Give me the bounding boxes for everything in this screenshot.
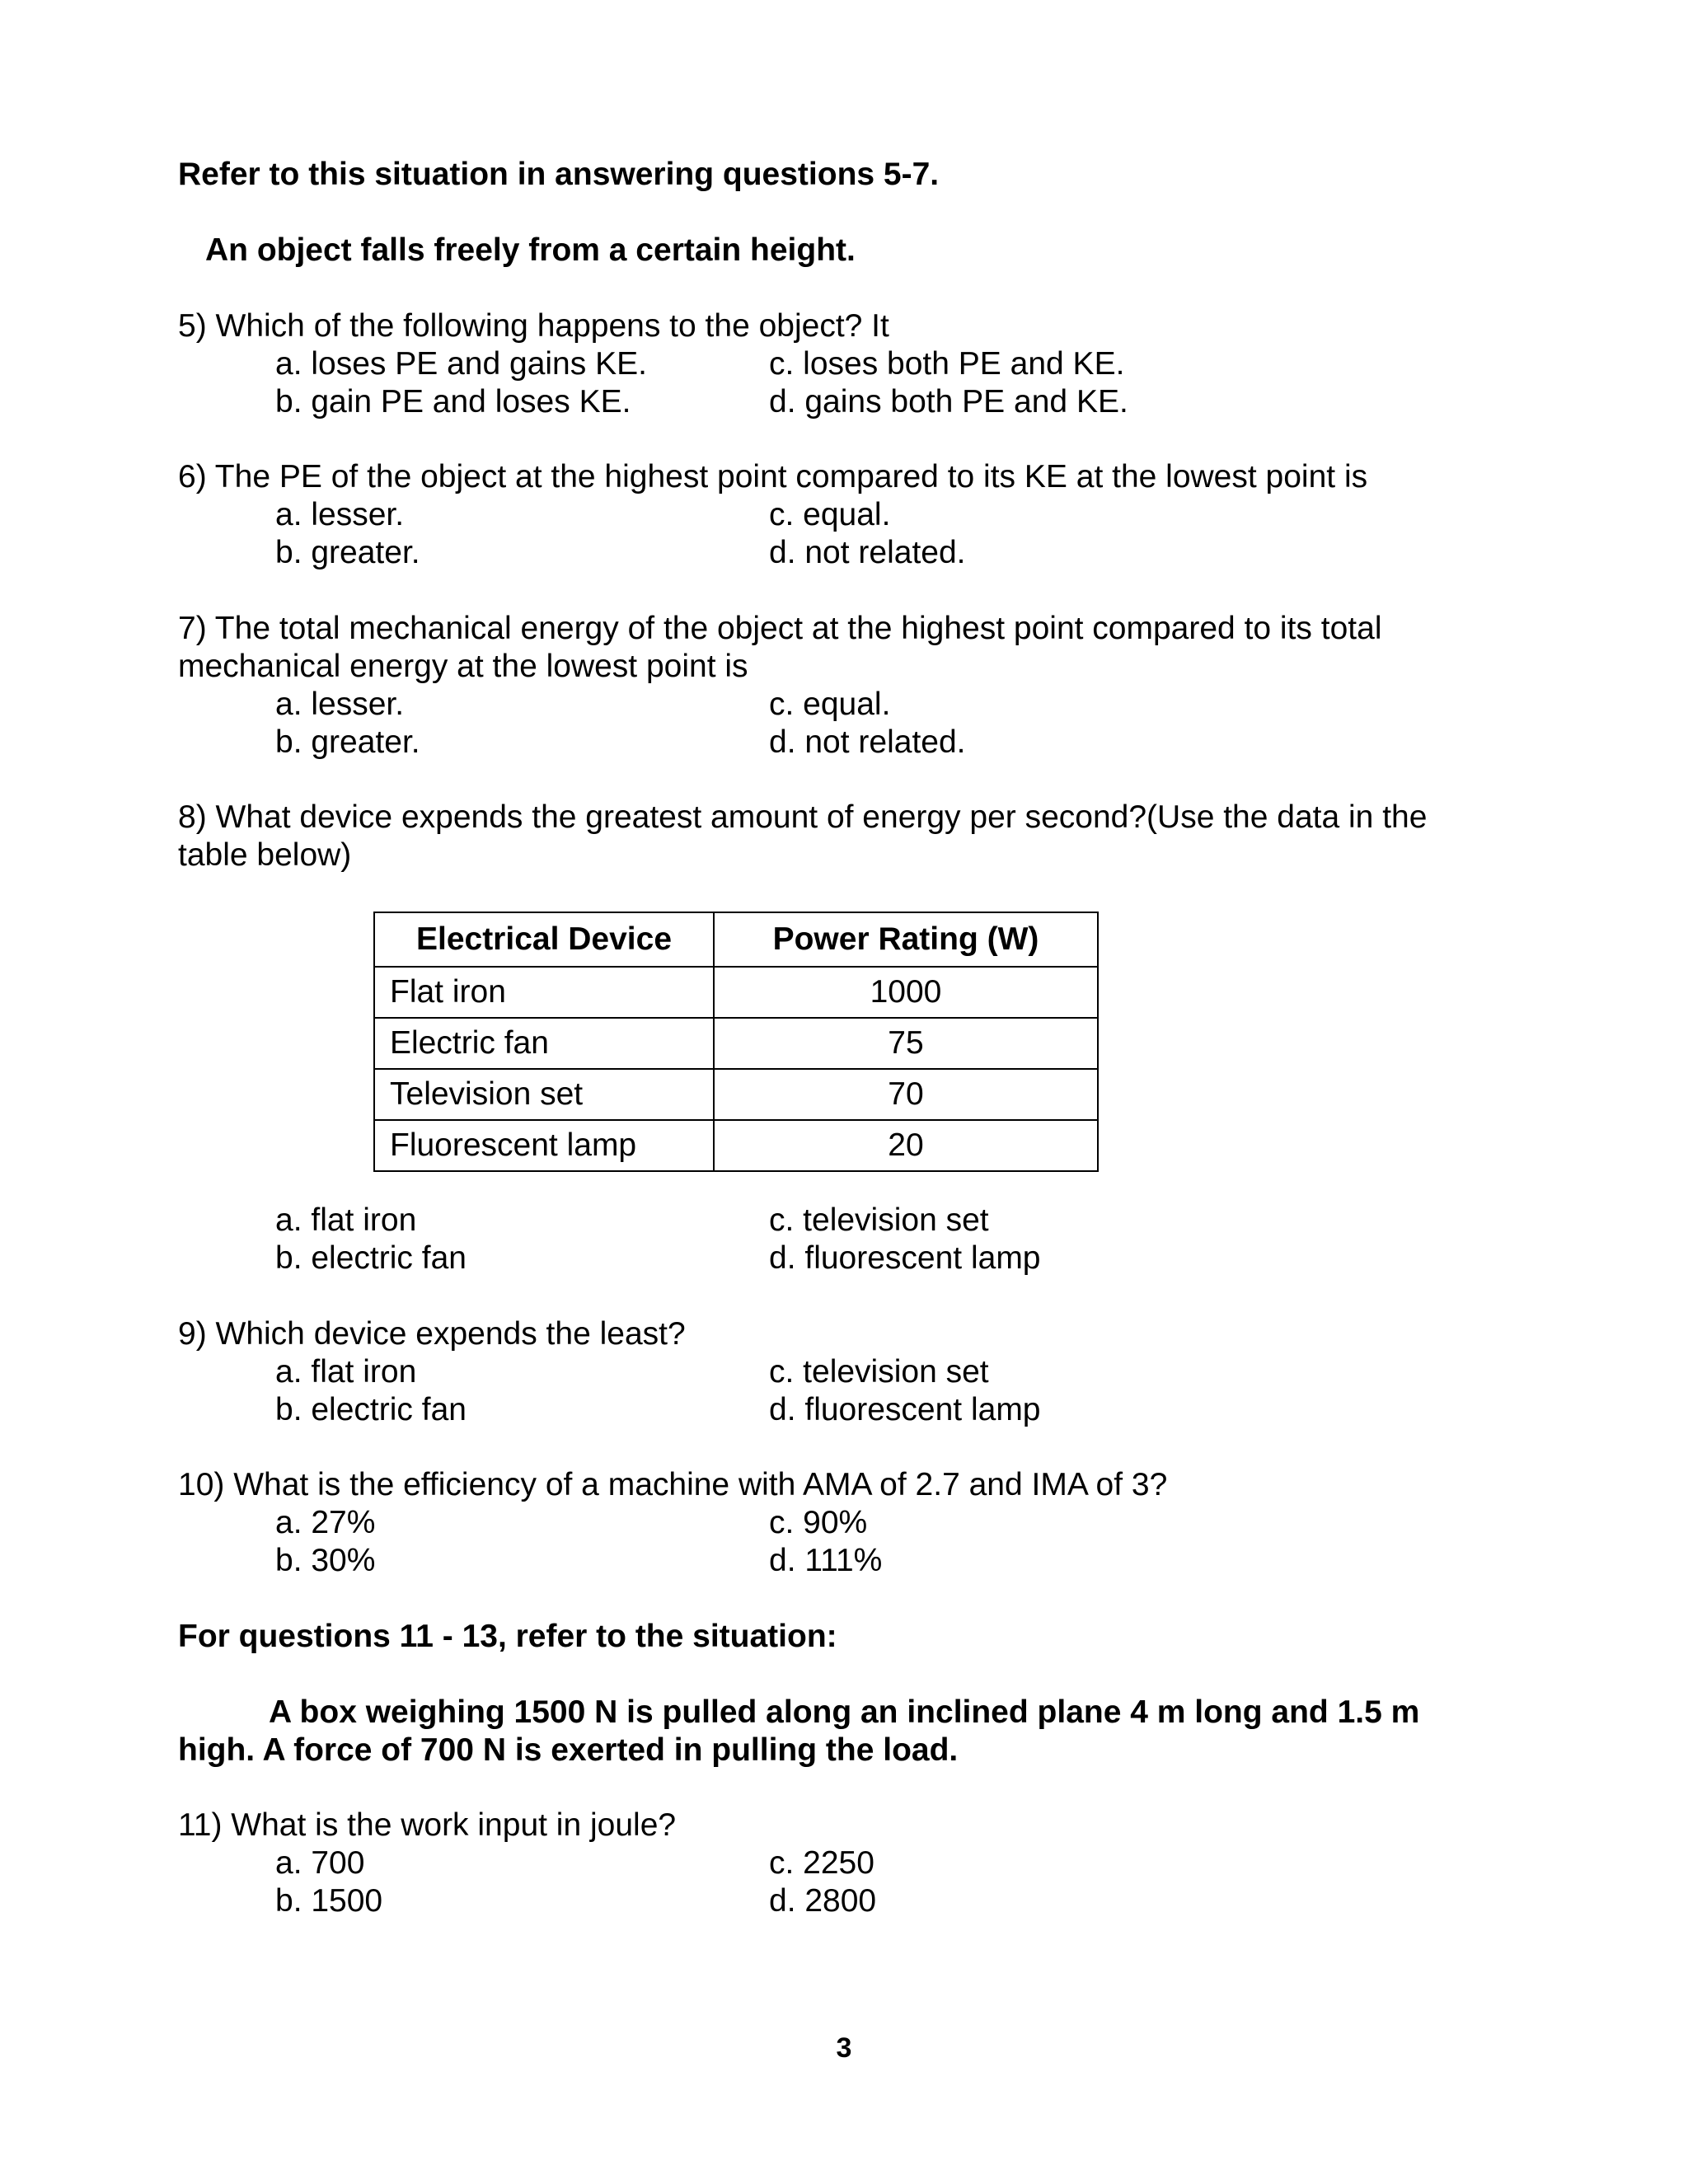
question-7-line-1: 7) The total mechanical energy of the object at the highest point compared to its total <box>178 611 1382 646</box>
q6-option-a: a. lesser. <box>275 497 405 532</box>
table-row <box>374 1120 1098 1171</box>
q7-option-a: a. lesser. <box>275 687 405 722</box>
header-power-rating: Power Rating (W) <box>714 912 1098 967</box>
device-cell: Television set <box>374 1069 714 1120</box>
q11-option-b: b. 1500 <box>275 1883 383 1919</box>
q6-option-c: c. equal. <box>769 497 891 532</box>
q9-option-a: a. flat iron <box>275 1354 417 1390</box>
q8-option-c: c. television set <box>769 1202 989 1238</box>
q6-option-d: d. not related. <box>769 535 966 570</box>
table-header-row <box>374 912 1098 967</box>
situation-5-7: An object falls freely from a certain height. <box>205 232 856 268</box>
question-9: 9) Which device expends the least? <box>178 1316 686 1352</box>
power-cell: 70 <box>714 1069 1098 1120</box>
q11-option-c: c. 2250 <box>769 1845 874 1881</box>
q8-option-a: a. flat iron <box>275 1202 417 1238</box>
q7-option-c: c. equal. <box>769 687 891 722</box>
question-7-line-2: mechanical energy at the lowest point is <box>178 649 748 684</box>
q5-option-c: c. loses both PE and KE. <box>769 346 1125 382</box>
q7-option-b: b. greater. <box>275 724 420 760</box>
q9-option-b: b. electric fan <box>275 1392 467 1427</box>
intro-heading-11-13: For questions 11 - 13, refer to the situation: <box>178 1619 837 1654</box>
q5-option-d: d. gains both PE and KE. <box>769 384 1128 419</box>
question-5: 5) Which of the following happens to the object? It <box>178 308 889 344</box>
q9-option-c: c. television set <box>769 1354 989 1390</box>
q10-option-d: d. 111% <box>769 1543 883 1578</box>
situation-11-13-line-2: high. A force of 700 N is exerted in pulling the load. <box>178 1732 959 1768</box>
question-11: 11) What is the work input in joule? <box>178 1807 677 1843</box>
q8-option-d: d. fluorescent lamp <box>769 1240 1041 1276</box>
q8-option-b: b. electric fan <box>275 1240 467 1276</box>
table-row <box>374 1069 1098 1120</box>
question-8-line-2: table below) <box>178 837 352 873</box>
table-row <box>374 967 1098 1018</box>
page-number: 3 <box>836 2032 852 2064</box>
power-cell: 20 <box>714 1120 1098 1171</box>
question-8-line-1: 8) What device expends the greatest amount of energy per second?(Use the data in the <box>178 799 1428 835</box>
question-6: 6) The PE of the object at the highest point compared to its KE at the lowest point is <box>178 459 1368 494</box>
q10-option-b: b. 30% <box>275 1543 376 1578</box>
power-rating-table <box>373 912 1099 1172</box>
q9-option-d: d. fluorescent lamp <box>769 1392 1041 1427</box>
device-cell: Flat iron <box>374 967 714 1018</box>
question-10: 10) What is the efficiency of a machine with AMA of 2.7 and IMA of 3? <box>178 1467 1168 1502</box>
q11-option-a: a. 700 <box>275 1845 365 1881</box>
q11-option-d: d. 2800 <box>769 1883 877 1919</box>
device-cell: Fluorescent lamp <box>374 1120 714 1171</box>
situation-11-13-line-1: A box weighing 1500 N is pulled along an inclined plane 4 m long and 1.5 m <box>269 1694 1420 1730</box>
power-cell: 1000 <box>714 967 1098 1018</box>
q10-option-a: a. 27% <box>275 1505 376 1540</box>
header-electrical-device: Electrical Device <box>374 912 714 967</box>
intro-heading-5-7: Refer to this situation in answering questions 5-7. <box>178 157 940 192</box>
q5-option-b: b. gain PE and loses KE. <box>275 384 631 419</box>
table-row <box>374 1018 1098 1069</box>
q5-option-a: a. loses PE and gains KE. <box>275 346 647 382</box>
device-cell: Electric fan <box>374 1018 714 1069</box>
q7-option-d: d. not related. <box>769 724 966 760</box>
power-cell: 75 <box>714 1018 1098 1069</box>
q10-option-c: c. 90% <box>769 1505 868 1540</box>
q6-option-b: b. greater. <box>275 535 420 570</box>
